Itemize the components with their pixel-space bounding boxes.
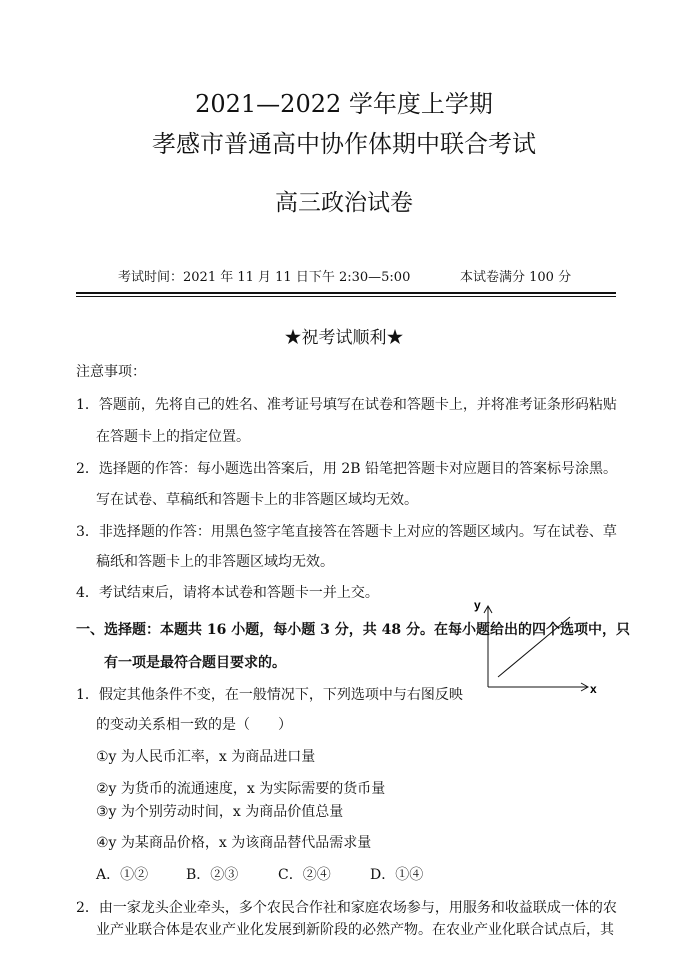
paper-subject-title: 高三政治试卷 [275,190,413,216]
question-1-statement-1: ①y 为人民币汇率，x 为商品进口量 [96,749,316,765]
section-heading-cont: 有一项是最符合题目要求的。 [104,655,286,671]
choice-a: A．①② [96,867,149,883]
question-1-stem: 1．假定其他条件不变，在一般情况下，下列选项中与右图反映 [76,687,463,703]
divider-thin [76,296,616,297]
increasing-line [498,617,570,677]
question-1-statement-3: ③y 为个别劳动时间，x 为商品价值总量 [96,804,344,820]
full-score: 本试卷满分 100 分 [460,270,572,285]
section-heading: 一、选择题：本题共 16 小题，每小题 3 分，共 48 分。在每小题给出的四个选项中，只 [76,622,630,638]
notice-item: 2．选择题的作答：每小题选出答案后，用 2B 铅笔把答题卡对应题目的答案标号涂黑。 [76,461,618,477]
choice-d: D．①④ [370,867,424,883]
notice-item: 稿纸和答题卡上的非答题区域均无效。 [96,554,334,570]
graph-axes [484,606,588,691]
notice-item: 在答题卡上的指定位置。 [96,429,250,445]
notice-item: 4．考试结束后，请将本试卷和答题卡一并上交。 [76,585,379,601]
notice-item: 3．非选择题的作答：用黑色签字笔直接答在答题卡上对应的答题区域内。写在试卷、草 [76,524,617,540]
question-1-statement-2: ②y 为货币的流通速度，x 为实际需要的货币量 [96,781,386,797]
choice-b: B．②③ [186,867,239,883]
divider-thick [76,292,616,294]
exam-year-title: 2021—2022 学年度上学期 [195,90,493,118]
notice-title: 注意事项： [76,364,146,380]
choice-c: C．②④ [278,867,331,883]
question-1-stem-cont: 的变动关系相一致的是（ ） [96,717,292,733]
x-axis-label: x [590,682,597,696]
y-axis-label: y [474,598,481,612]
xy-graph [470,597,600,697]
question-2-stem: 2．由一家龙头企业牵头，多个农民合作社和家庭农场参与，用服务和收益联成一体的农 [76,900,617,916]
notice-item: 写在试卷、草稿纸和答题卡上的非答题区域均无效。 [96,492,418,508]
blessing-line: ★祝考试顺利★ [284,328,404,348]
notice-item: 1．答题前，先将自己的姓名、准考证号填写在试卷和答题卡上，并将准考证条形码粘贴 [76,397,617,413]
exam-time: 考试时间：2021 年 11 月 11 日下午 2:30—5:00 [118,270,411,285]
exam-name-title: 孝感市普通高中协作体期中联合考试 [152,130,536,158]
question-1-statement-4: ④y 为某商品价格，x 为该商品替代品需求量 [96,835,372,851]
question-2-stem-cont: 业产业联合体是农业产业化发展到新阶段的必然产物。在农业产业化联合试点后，其 [96,922,614,938]
